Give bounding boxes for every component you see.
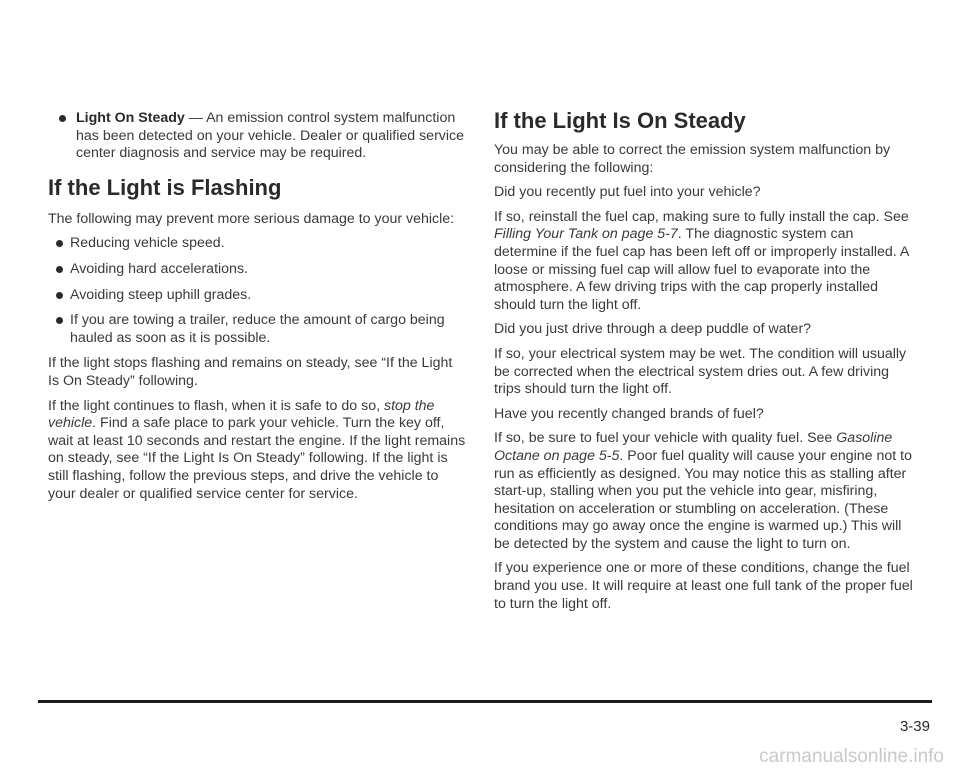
bullet-dot: [56, 266, 63, 273]
para-stops-flashing: If the light stops flashing and remains on steady, see “If the Light Is On Steady” following.: [48, 355, 453, 389]
answer-fuel-cap: [494, 209, 914, 315]
answer-fuel-cap-start: If so, reinstall the fuel cap, making sure to fully install the cap. See: [494, 208, 909, 225]
answer-fuel-brand-start: If so, be sure to fuel your vehicle with quality fuel. See: [494, 430, 837, 447]
flashing-intro: The following may prevent more serious damage to your vehicle:: [48, 210, 455, 227]
para-continues-rest: . Find a safe place to park your vehicle. Turn the key off, wait at least 10 seconds and restart the engine. If the light remains on steady, see “If the Light Is On Steady” following. If the light is still flashing, follow the previous steps, and drive the vehicle to your dealer or qualified service center for service.: [48, 415, 466, 502]
bullet-text: Avoiding hard accelerations.: [70, 260, 248, 277]
page-number: 3-39: [899, 718, 930, 735]
question-fuel-brand: Have you recently changed brands of fuel?: [494, 405, 764, 422]
answer-fuel-brand-rest: . Poor fuel quality will cause your engine not to run as efficiently as designed. You may notice this as stalling after start-up, stalling when you put the vehicle into gear, misfiring, hesitation on acceleration or stumbling on acceleration. (These conditions may go away once the engine is warmed up.) This will be detected by the system and cause the light to turn on.: [494, 447, 913, 552]
footer-rule: [38, 700, 932, 703]
question-puddle: Did you just drive through a deep puddle of water?: [494, 321, 812, 338]
bullet-item: [48, 287, 466, 305]
bullet-dot: [59, 115, 66, 122]
bullet-item: [48, 312, 466, 347]
para-continues-flashing: [48, 398, 466, 504]
light-on-steady-label: Light On Steady: [76, 110, 185, 126]
answer-fuel-brand: [494, 430, 914, 553]
answer-puddle: If so, your electrical system may be wet. The condition will usually be corrected when the electrical system dries out. A few driving trips should turn the light off.: [494, 345, 907, 398]
light-on-steady-text: — An emission control system malfunction has been detected on your vehicle. Dealer or qualified service center diagnosis and service may be required.: [76, 110, 465, 162]
steady-intro: You may be able to correct the emission system malfunction by considering the following:: [494, 142, 891, 176]
answer-conditions: If you experience one or more of these conditions, change the fuel brand you use. It will require at least one full tank of the proper fuel to turn the light off.: [494, 560, 913, 612]
bullet-dot: [56, 240, 63, 247]
right-column: [494, 108, 914, 620]
question-fuel: Did you recently put fuel into your vehicle?: [494, 184, 761, 201]
bullet-item: [48, 235, 466, 253]
para-continues-start: If the light continues to flash, when it is safe to do so,: [48, 397, 384, 414]
left-column: [48, 110, 466, 510]
bullet-dot: [56, 317, 63, 324]
flashing-heading: If the Light is Flashing: [48, 174, 282, 200]
steady-heading: If the Light Is On Steady: [494, 108, 746, 133]
answer-fuel-cap-rest: . The diagnostic system can determine if the fuel cap has been left off or improperly installed. A loose or missing fuel cap will allow fuel to evaporate into the atmosphere. A few driving trips with the cap properly installed should turn the light off.: [494, 226, 909, 313]
bullet-text: Avoiding steep uphill grades.: [70, 286, 252, 303]
light-on-steady-bullet: [48, 110, 466, 163]
bullet-item: [48, 261, 466, 279]
bullet-dot: [56, 292, 63, 299]
watermark: carmanualsonline.info: [759, 746, 944, 767]
bullet-text: Reducing vehicle speed.: [70, 235, 225, 252]
gasoline-octane-reference: Gasoline Octane on page 5-5: [494, 430, 893, 464]
stop-the-vehicle-emphasis: stop the vehicle: [48, 397, 435, 432]
bullet-text: If you are towing a trailer, reduce the amount of cargo being hauled as soon as it is possible.: [70, 312, 445, 346]
filling-your-tank-reference: Filling Your Tank on page 5-7: [494, 226, 678, 243]
